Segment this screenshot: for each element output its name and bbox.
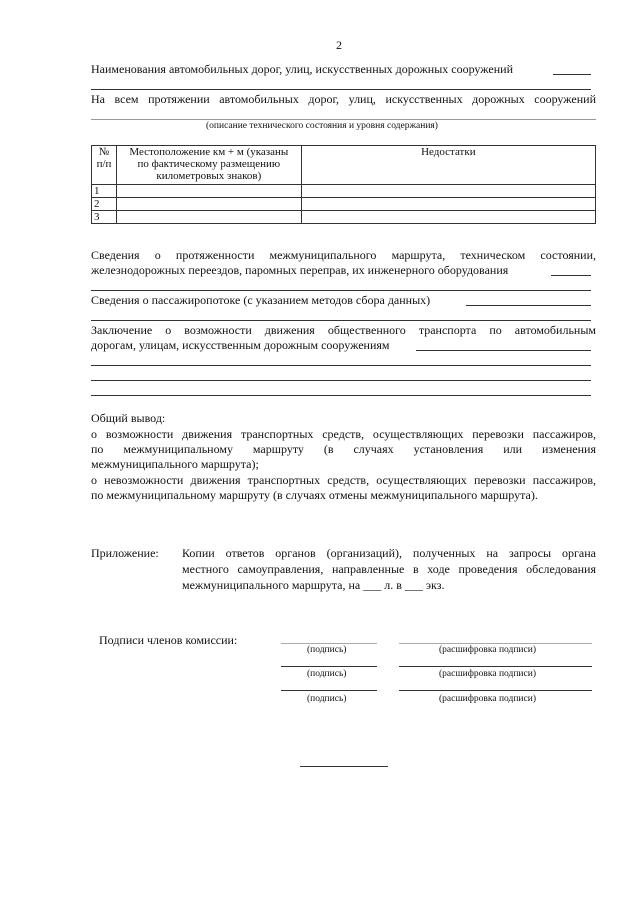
header-location [116,146,301,185]
signature-line[interactable] [281,643,377,644]
header-number-line2: п/п [96,158,112,170]
table-header-row [92,146,596,185]
defects-table [91,145,596,224]
conclusion-line1: Заключение о возможности движения общественного транспорта по автомобильным [91,323,596,337]
route-info-blank-short[interactable] [551,275,591,276]
row-defects[interactable] [301,211,595,224]
decoding-caption: (расшифровка подписи) [439,694,536,704]
signatures-label: Подписи членов комиссии: [99,633,238,647]
appendix-line2: местного самоуправления, направленные в ходе проведения обследования [182,562,596,576]
table-row [92,185,596,198]
conclusion-blank-short[interactable] [416,350,591,351]
decoding-caption: (расшифровка подписи) [439,645,536,655]
signature-caption: (подпись) [307,669,347,679]
row-location[interactable] [116,211,301,224]
page-number: 2 [336,38,342,52]
road-names-blank-line[interactable] [91,89,591,90]
conclusion-blank-line[interactable] [91,395,591,396]
general-conclusion-line2: по межмуниципальному маршруту (в случаях установления или изменения [91,442,596,456]
passenger-flow-label: Сведения о пассажиропотоке (с указанием методов сбора данных) [91,293,431,307]
general-conclusion-title: Общий вывод: [91,411,166,425]
appendix-line1: Копии ответов органов (организаций), полученных на запросы органа [182,546,596,560]
passenger-flow-blank-short[interactable] [466,305,591,306]
header-location-line1: Местоположение км + м (указаны [129,146,289,158]
route-info-blank-line[interactable] [91,290,591,291]
header-number-line1: № [98,146,110,158]
route-info-line1: Сведения о протяженности межмуниципального маршрута, техническом состоянии, [91,248,596,262]
appendix-line3: межмуниципального маршрута, на ___ л. в ___ экз. [182,578,445,592]
general-conclusion-line3: межмуниципального маршрута); [91,457,259,471]
signature-line[interactable] [281,666,377,667]
extent-label: На всем протяжении автомобильных дорог, улиц, искусственных дорожных сооружений [91,92,596,106]
passenger-flow-blank-line[interactable] [91,320,591,321]
condition-caption: (описание технического состояния и уровня содержания) [206,121,438,131]
general-conclusion-line1: о возможности движения транспортных средств, осуществляющих перевозки пассажиров, [91,427,596,441]
row-defects[interactable] [301,185,595,198]
row-number: 2 [92,198,117,211]
conclusion-line2: дорогам, улицам, искусственным дорожным сооружениям [91,338,390,352]
signature-caption: (подпись) [307,645,347,655]
conclusion-blank-line[interactable] [91,380,591,381]
conclusion-blank-line[interactable] [91,365,591,366]
row-defects[interactable] [301,198,595,211]
row-location[interactable] [116,185,301,198]
road-names-blank-short[interactable] [553,74,591,75]
decoding-line[interactable] [399,666,592,667]
header-number [92,146,117,185]
table-row [92,198,596,211]
signature-line[interactable] [281,690,377,691]
header-defects-text: Недостатки [421,146,476,158]
signature-caption: (подпись) [307,694,347,704]
route-info-line2: железнодорожных переездов, паромных переправ, их инженерного оборудования [91,263,509,277]
header-location-line3: километровых знаков) [156,170,262,182]
decoding-line[interactable] [399,643,592,644]
general-conclusion-line5: по межмуниципальному маршруту (в случаях отмены межмуниципального маршрута). [91,488,538,502]
header-defects [301,146,595,185]
general-conclusion-line4: о невозможности движения транспортных средств, осуществляющих перевозки пассажиров, [91,473,596,487]
row-number: 3 [92,211,117,224]
table-row [92,211,596,224]
closing-divider [300,766,388,767]
row-number: 1 [92,185,117,198]
row-location[interactable] [116,198,301,211]
decoding-line[interactable] [399,690,592,691]
condition-underline [91,119,596,120]
header-location-line2: по фактическому размещению [137,158,281,170]
appendix-label: Приложение: [91,546,159,560]
decoding-caption: (расшифровка подписи) [439,669,536,679]
road-names-label: Наименования автомобильных дорог, улиц, искусственных дорожных сооружений [91,62,513,76]
